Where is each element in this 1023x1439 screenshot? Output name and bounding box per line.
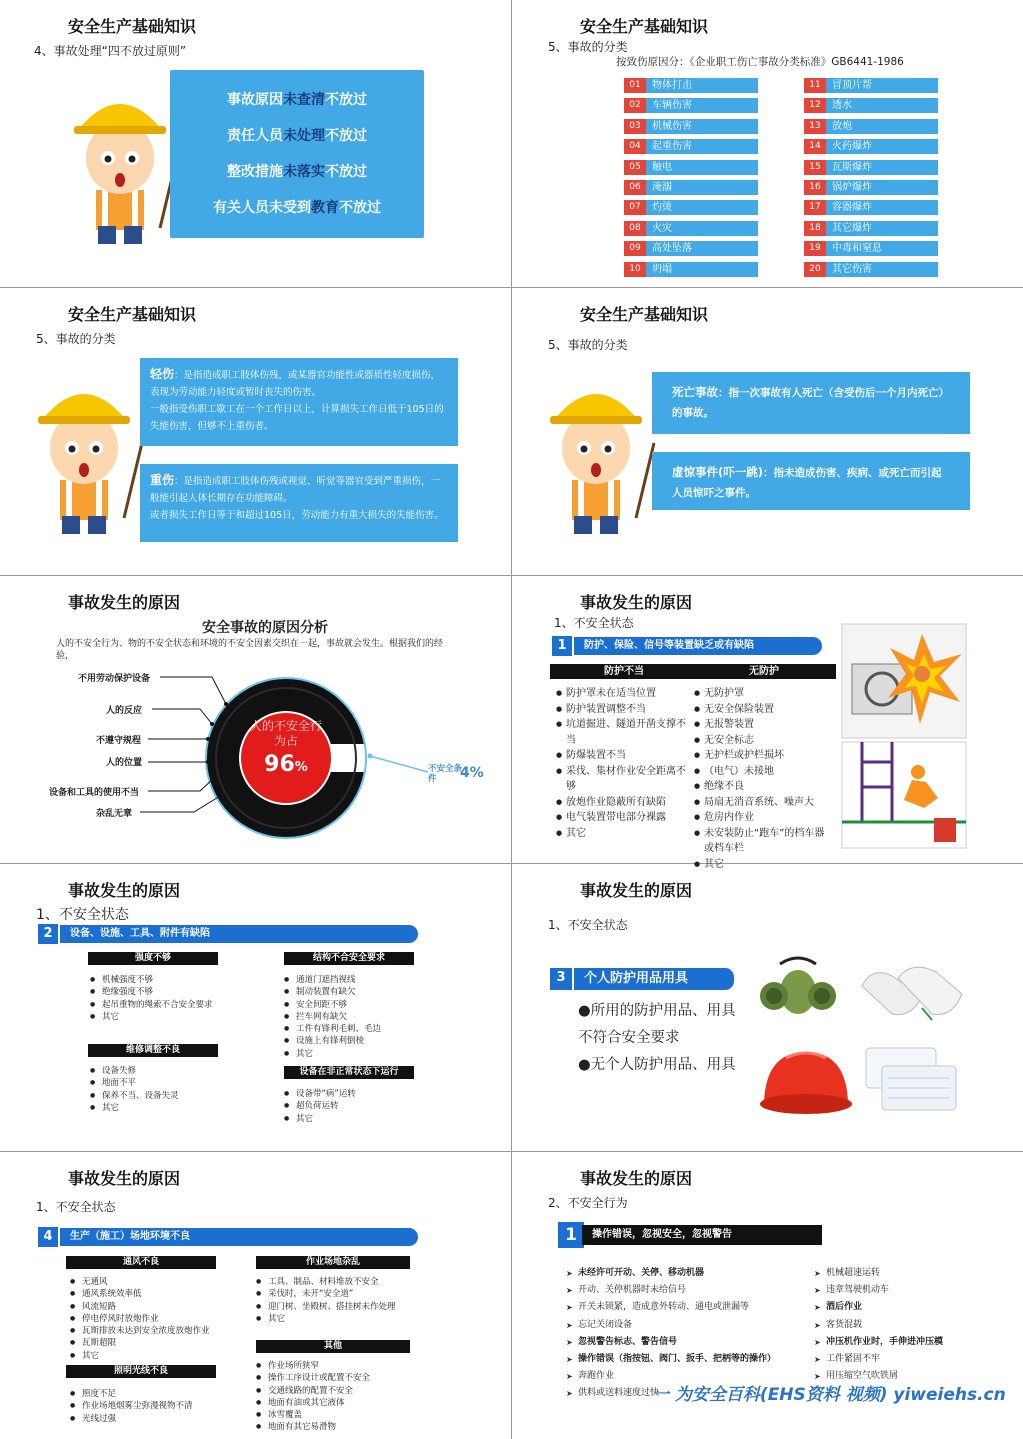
bullet-list: [256, 1276, 410, 1325]
list-item: ➤ 忘记关闭设备: [566, 1317, 816, 1334]
slide-8: [512, 864, 1023, 1151]
list-item: ➤ 客货混载: [814, 1317, 1020, 1334]
list-item: ● 局扇无消音系统、噪声大: [694, 795, 834, 811]
list-item: ● 防爆装置不当: [556, 748, 690, 764]
serious-injury-box: 重伤：是指造成职工肢体伤残或视觉、听觉等器官受到严重损伤，一般能引起人体长期存在功能障碍。 或者损失工作日等于和超过105日，劳动能力有重大损失的失能伤害。: [140, 464, 458, 542]
list-item: ● 无通风: [70, 1276, 220, 1288]
list-item: ● 保养不当、设备失灵: [90, 1090, 218, 1102]
list-item: ● 其它: [694, 857, 834, 873]
list-item: ● （电气）未接地: [694, 764, 834, 780]
column-header: 无防护: [692, 664, 836, 679]
slide-subtitle: 1、不安全状态: [548, 918, 628, 932]
list-item: ● 停电停风时放炮作业: [70, 1313, 220, 1325]
section-bar: 生产（施工）场地环境不良: [60, 1228, 418, 1246]
column-header: 其他: [256, 1340, 410, 1353]
accident-type-row: [804, 98, 938, 113]
list-item: ● 机械强度不够: [90, 974, 218, 986]
accident-type: 其它伤害: [826, 262, 938, 277]
principle-line: 责任人员未处理不放过: [227, 128, 367, 144]
accident-type-row: [804, 139, 938, 154]
slide-subtitle: 5、事故的分类: [36, 332, 116, 346]
slide-title: 事故发生的原因: [580, 593, 693, 612]
worker-illustration: [60, 78, 180, 248]
column-header: 结构不合安全要求: [284, 952, 414, 965]
accident-number: 09: [624, 241, 646, 256]
list-item: ● 通道门遮挡视线: [284, 974, 414, 986]
accident-number: 07: [624, 200, 646, 215]
list-item: ● 地面有油或其它液体: [256, 1397, 410, 1409]
slide-3: [0, 288, 511, 575]
accident-number: 14: [804, 139, 826, 154]
list-item: ● 其它: [256, 1313, 410, 1325]
section-bar: 设备、设施、工具、附件有缺陷: [60, 925, 418, 943]
list-item: ➤ 开动、关停机器时未给信号: [566, 1282, 816, 1299]
gas-mask-image: [756, 952, 840, 1032]
list-item: ● 采伐、集材作业安全距离不够: [556, 764, 690, 795]
list-item: ● 无报警装置: [694, 717, 834, 733]
accident-type-row: [624, 160, 758, 175]
accident-type-row: [624, 139, 758, 154]
section-badge: 3: [550, 968, 572, 990]
list-item: ● 作业场所狭窄: [256, 1360, 410, 1372]
bullet-list: [90, 974, 218, 1023]
slide-title: 事故发生的原因: [580, 881, 693, 900]
ppe-items: [578, 998, 738, 1079]
accident-type: 中毒和窒息: [826, 241, 938, 256]
accident-type: 其它爆炸: [826, 221, 938, 236]
slide-title: 事故发生的原因: [580, 1169, 693, 1188]
list-item: ● 设备带“病”运转: [284, 1088, 414, 1100]
accident-type: 透水: [826, 98, 938, 113]
bullet-list: [284, 974, 414, 1060]
list-item: ● 冰雪覆盖: [256, 1409, 410, 1421]
accident-number: 17: [804, 200, 826, 215]
accident-number: 18: [804, 221, 826, 236]
accident-type: 淹溺: [646, 180, 758, 195]
arrow-list: [814, 1265, 1020, 1385]
list-item: ● 绝缘强度不够: [90, 986, 218, 998]
accident-type: 放炮: [826, 119, 938, 134]
side-value: 4%: [460, 765, 484, 781]
principles-box: [170, 70, 424, 238]
accident-type: 物体打击: [646, 78, 758, 93]
list-item: ● 设备失修: [90, 1065, 218, 1077]
section-badge: 1: [552, 636, 572, 656]
classification-note: 按致伤原因分：《企业职工伤亡事故分类标准》GB6441-1986: [616, 56, 904, 68]
accident-type: 高处坠落: [646, 241, 758, 256]
accident-number: 16: [804, 180, 826, 195]
list-item: ● 作业场地烟雾尘弥漫视物不清: [70, 1400, 220, 1412]
list-item: ● 其它: [284, 1113, 414, 1125]
list-item: ● 其它: [90, 1011, 218, 1023]
accident-number: 11: [804, 78, 826, 93]
bullet-list: [284, 1088, 414, 1125]
list-item: ● 制动装置有缺欠: [284, 986, 414, 998]
bullet-list: [694, 686, 834, 872]
principle-line: 事故原因未查清不放过: [227, 92, 367, 108]
accident-type-row: [804, 200, 938, 215]
accident-type-row: [624, 221, 758, 236]
section-badge: 1: [558, 1222, 584, 1248]
slide-subtitle: 1、不安全状态: [36, 1200, 116, 1214]
list-item: ● 电气装置带电部分裸露: [556, 810, 690, 826]
list-item: ● 工具、制品、材料堆放不安全: [256, 1276, 410, 1288]
list-item: ➤ 未经许可开动、关停、移动机器: [566, 1265, 816, 1282]
near-miss-box: 虚惊事件(吓一跳)：指未造成伤害、疾病、或死亡而引起人员惊吓之事件。: [652, 452, 970, 510]
list-item: ● 拦车网有缺欠: [284, 1011, 414, 1023]
section-bar: 操作错误，忽视安全，忽视警告: [582, 1225, 822, 1245]
center-label: 人的不安全行为占: [250, 719, 323, 748]
list-item: ● 无安全标志: [694, 733, 834, 749]
list-item: ● 风流短路: [70, 1301, 220, 1313]
slide-subtitle: 5、事故的分类: [548, 338, 628, 352]
slide-title: 事故发生的原因: [68, 593, 181, 612]
accident-number: 05: [624, 160, 646, 175]
list-item: ● 防护装置调整不当: [556, 702, 690, 718]
accident-type: 车辆伤害: [646, 98, 758, 113]
hard-hat-image: [756, 1042, 852, 1124]
column-header: 强度不够: [88, 952, 218, 965]
list-item: ● 其它: [70, 1350, 220, 1362]
center-value: 96%: [264, 752, 308, 777]
list-item: ● 未安装防止“跑车”的档车器或档车栏: [694, 826, 834, 857]
slide-title: 事故发生的原因: [68, 1169, 181, 1188]
slide-1: [0, 0, 511, 287]
list-item: ● 无安全保险装置: [694, 702, 834, 718]
accident-type-row: [624, 180, 758, 195]
minor-injury-box: 轻伤：是指造成职工肢体伤残，或某器官功能性或器质性轻度损伤，表现为劳动能力轻度或暂时丧失的伤害。 一般指受伤职工歇工在一个工作日以上，计算损失工作日低于105日的失能伤害，但够不上重伤者。: [140, 358, 458, 446]
accident-type: 容器爆炸: [826, 200, 938, 215]
cause-label: 人的反应: [106, 706, 143, 716]
accident-type-row: [624, 262, 758, 277]
list-item: ➤ 忽视警告标志、警告信号: [566, 1334, 816, 1351]
list-item: ● 放炮作业隐蔽所有缺陷: [556, 795, 690, 811]
cause-label: 杂乱无章: [96, 809, 133, 819]
accident-type: 灼烫: [646, 200, 758, 215]
bullet-list: [70, 1276, 220, 1362]
accident-number: 04: [624, 139, 646, 154]
list-item: ● 其它: [284, 1048, 414, 1060]
slide-title: 安全生产基础知识: [68, 305, 197, 324]
list-item: ➤ 违章驾驶机动车: [814, 1282, 1020, 1299]
list-item: ● 安全间距不够: [284, 999, 414, 1011]
slide-title: 安全生产基础知识: [68, 17, 197, 36]
list-item: ● 设施上有锋利倒棱: [284, 1035, 414, 1047]
slide-subtitle: 2、不安全行为: [548, 1196, 628, 1210]
slide-5: [0, 576, 511, 863]
slide-title: 安全生产基础知识: [580, 305, 709, 324]
list-item: ● 交通线路的配置不安全: [256, 1385, 410, 1397]
section-badge: 2: [38, 924, 58, 944]
ppe-item: ●所用的防护用品、用具不符合安全要求: [578, 1003, 736, 1046]
list-item: ● 其它: [556, 826, 690, 842]
slide-9: [0, 1152, 511, 1439]
machine-accident-image: [842, 624, 966, 738]
list-item: ● 危房内作业: [694, 810, 834, 826]
cause-label: 不遵守规程: [96, 736, 142, 746]
accident-type: 坍塌: [646, 262, 758, 277]
list-item: ● 无防护罩: [694, 686, 834, 702]
list-item: ➤ 工件紧固不牢: [814, 1351, 1020, 1368]
slide-subtitle: 4、事故处理“四不放过原则”: [34, 44, 187, 58]
slide-2: [512, 0, 1023, 287]
list-item: ➤ 冲压机作业时，手伸进冲压模: [814, 1334, 1020, 1351]
list-item: ➤ 操作错误（指按钮、阀门、扳手、把柄等的操作）: [566, 1351, 816, 1368]
slide-title: 安全生产基础知识: [580, 17, 709, 36]
slide-subtitle: 1、不安全状态: [554, 616, 634, 630]
list-item: ● 照度不足: [70, 1388, 220, 1400]
accident-type: 触电: [646, 160, 758, 175]
worker-illustration: [24, 368, 144, 538]
section-bar: 防护、保险、信号等装置缺乏或有缺陷: [574, 637, 822, 655]
list-item: ➤ 供料或送料速度过快: [566, 1385, 816, 1402]
list-item: ● 地面不平: [90, 1077, 218, 1089]
cause-label: 人的位置: [106, 758, 143, 768]
accident-number: 03: [624, 119, 646, 134]
analysis-heading: 安全事故的原因分析: [202, 620, 328, 636]
list-item: ● 光线过强: [70, 1413, 220, 1425]
accident-type-row: [624, 98, 758, 113]
accident-type-row: [804, 241, 938, 256]
list-item: ● 绝缘不良: [694, 779, 834, 795]
accident-number: 06: [624, 180, 646, 195]
slide-title: 事故发生的原因: [68, 881, 181, 900]
fatal-accident-box: 死亡事故：指一次事故有人死亡（含受伤后一个月内死亡）的事故。: [652, 372, 970, 434]
accident-type-row: [804, 119, 938, 134]
accident-type-row: [624, 119, 758, 134]
accident-number: 13: [804, 119, 826, 134]
accident-type: 锅炉爆炸: [826, 180, 938, 195]
list-item: ● 采伐时，未开“安全道”: [256, 1288, 410, 1300]
accident-type: 起重伤害: [646, 139, 758, 154]
gloves-image: [852, 956, 968, 1028]
accident-type-row: [804, 78, 938, 93]
list-item: ● 工件有锋利毛刺、毛边: [284, 1023, 414, 1035]
bullet-list: [70, 1388, 220, 1425]
section-badge: 4: [38, 1227, 58, 1247]
bullet-list: [90, 1065, 218, 1114]
list-item: ● 操作工序设计或配置不安全: [256, 1372, 410, 1384]
section-bar: 个人防护用品用具: [574, 968, 734, 990]
column-header: 维修调整不良: [88, 1044, 218, 1057]
accident-type-row: [624, 78, 758, 93]
accident-type: 机械伤害: [646, 119, 758, 134]
ppe-item: ●无个人防护用品、用具: [578, 1057, 736, 1073]
bullet-list: [556, 686, 690, 841]
column-header: 照明光线不良: [66, 1365, 216, 1378]
principle-line: 整改措施未落实不放过: [227, 164, 367, 180]
accident-number: 08: [624, 221, 646, 236]
column-header: 通风不良: [66, 1256, 216, 1269]
list-item: ● 无护栏或护栏损坏: [694, 748, 834, 764]
accident-number: 12: [804, 98, 826, 113]
cause-label: 不用劳动保护设备: [78, 674, 151, 684]
list-item: ● 迎门树、坐殿树、搭挂树未作处理: [256, 1301, 410, 1313]
column-header: 设备在非正常状态下运行: [284, 1066, 414, 1079]
list-item: ● 地面有其它易滑物: [256, 1421, 410, 1433]
list-item: ➤ 机械超速运转: [814, 1265, 1020, 1282]
accident-type-row: [624, 241, 758, 256]
list-item: ➤ 酒后作业: [814, 1299, 1020, 1316]
accident-type-row: [804, 180, 938, 195]
list-item: ● 通风系统效率低: [70, 1288, 220, 1300]
watermark: 一 为安全百科(EHS资料 视频) yiweiehs.cn: [652, 1385, 1006, 1405]
accident-type: 火药爆炸: [826, 139, 938, 154]
list-item: ● 瓦斯排放未达到安全浓度放炮作业: [70, 1325, 220, 1337]
cause-label: 设备和工具的使用不当: [49, 788, 140, 798]
accident-type: 瓦斯爆炸: [826, 160, 938, 175]
principle-line: 有关人员未受到教育不放过: [213, 200, 381, 216]
accident-type-row: [804, 262, 938, 277]
slide-subtitle: 1、不安全状态: [36, 907, 129, 923]
list-item: ➤ 开关未锁紧，造成意外转动、通电或泄漏等: [566, 1299, 816, 1316]
list-item: ● 超负荷运转: [284, 1100, 414, 1112]
worker-illustration: [536, 368, 656, 538]
list-item: ● 坑道掘进、隧道开凿支撑不当: [556, 717, 690, 748]
accident-type: 火灾: [646, 221, 758, 236]
accident-number: 02: [624, 98, 646, 113]
analysis-desc: 人的不安全行为、物的不安全状态和环境的不安全因素交织在一起，事故就会发生。根据我们的经验，: [56, 639, 444, 661]
list-item: ● 瓦斯超限: [70, 1337, 220, 1349]
side-label: 不安全条件: [428, 764, 463, 784]
list-item: ● 起吊重物的绳索不合安全要求: [90, 999, 218, 1011]
accident-number: 10: [624, 262, 646, 277]
column-header: 防护不当: [550, 664, 698, 679]
masks-image: [858, 1038, 962, 1126]
list-item: ● 其它: [90, 1102, 218, 1114]
list-item: ➤ 用压缩空气吹铁屑: [814, 1368, 1020, 1385]
accident-type-row: [804, 221, 938, 236]
accident-type-row: [804, 160, 938, 175]
slide-7: [0, 864, 511, 1151]
column-header: 作业场地杂乱: [256, 1256, 410, 1269]
accident-number: 01: [624, 78, 646, 93]
accident-type: 冒顶片帮: [826, 78, 938, 93]
accident-type-row: [624, 200, 758, 215]
list-item: ➤ 奔跑作业: [566, 1368, 816, 1385]
fall-accident-image: [842, 742, 966, 848]
accident-number: 15: [804, 160, 826, 175]
list-item: ● 防护罩未在适当位置: [556, 686, 690, 702]
slide-4: [512, 288, 1023, 575]
bullet-list: [256, 1360, 410, 1434]
slide-6: [512, 576, 1023, 870]
accident-number: 19: [804, 241, 826, 256]
accident-number: 20: [804, 262, 826, 277]
slide-subtitle: 5、事故的分类: [548, 40, 628, 54]
